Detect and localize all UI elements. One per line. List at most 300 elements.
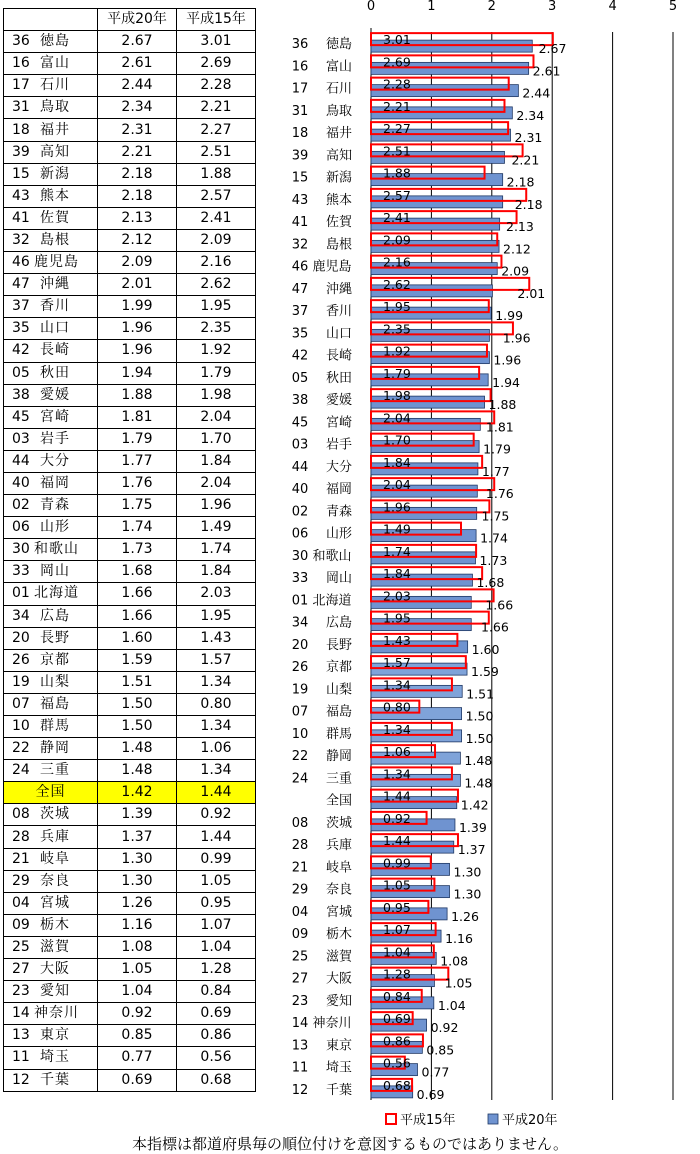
data-label-h20: 1.88 bbox=[488, 397, 517, 413]
region-name: 埼玉 bbox=[40, 1049, 70, 1066]
region-code: 25 bbox=[12, 938, 30, 955]
data-label-h20: 1.30 bbox=[453, 886, 482, 902]
category-code: 42 bbox=[291, 348, 309, 364]
value-h15: 1.95 bbox=[177, 296, 256, 318]
category-name: 鹿児島 bbox=[312, 259, 352, 275]
category-code: 12 bbox=[291, 1082, 309, 1098]
data-label-h20: 1.66 bbox=[485, 597, 514, 613]
data-label-h20: 1.94 bbox=[492, 374, 521, 390]
value-h15: 1.34 bbox=[177, 671, 256, 693]
data-label-h15: 1.70 bbox=[383, 432, 411, 448]
category-name: 三重 bbox=[325, 771, 353, 787]
category-code: 39 bbox=[291, 148, 309, 164]
value-h20: 2.61 bbox=[98, 53, 177, 75]
region-name: 福島 bbox=[40, 695, 70, 712]
value-h20: 1.99 bbox=[98, 296, 177, 318]
region-code: 40 bbox=[12, 475, 30, 492]
region-code: 20 bbox=[12, 629, 30, 646]
region-name: 静岡 bbox=[40, 740, 70, 757]
data-label-h15: 3.01 bbox=[383, 32, 411, 48]
region-name: 山口 bbox=[40, 320, 70, 337]
region-name: 東京 bbox=[40, 1027, 70, 1044]
value-h20: 2.18 bbox=[98, 185, 177, 207]
value-h15: 1.44 bbox=[177, 782, 256, 804]
data-label-h15: 1.84 bbox=[383, 566, 411, 582]
data-label-h15: 2.28 bbox=[383, 76, 411, 92]
region-name: 栃木 bbox=[40, 916, 70, 933]
category-code: 10 bbox=[291, 726, 309, 742]
value-h15: 0.56 bbox=[177, 1047, 256, 1069]
category-name: 徳島 bbox=[325, 37, 353, 53]
data-label-h20: 1.74 bbox=[480, 530, 508, 546]
category-name: 富山 bbox=[325, 59, 353, 75]
category-name: 北海道 bbox=[312, 593, 352, 609]
category-name: 愛知 bbox=[325, 993, 353, 1009]
category-code: 31 bbox=[291, 103, 309, 119]
data-label-h20: 2.67 bbox=[538, 41, 567, 57]
region-code: 07 bbox=[12, 695, 30, 712]
data-label-h15: 2.69 bbox=[383, 54, 411, 70]
data-label-h15: 2.09 bbox=[383, 232, 411, 248]
data-label-h20: 1.50 bbox=[465, 730, 494, 746]
category-name: 沖縄 bbox=[325, 281, 353, 297]
region-code: 42 bbox=[12, 342, 30, 359]
value-h20: 1.74 bbox=[98, 517, 177, 539]
category-name: 広島 bbox=[325, 615, 353, 631]
category-code: 07 bbox=[291, 704, 309, 720]
data-label-h15: 1.44 bbox=[383, 833, 411, 849]
region-name: 沖縄 bbox=[40, 276, 70, 293]
legend-swatch-h20 bbox=[488, 1114, 498, 1124]
value-h15: 2.35 bbox=[177, 318, 256, 340]
category-code: 01 bbox=[291, 593, 309, 609]
data-label-h15: 1.34 bbox=[383, 721, 411, 737]
value-h20: 1.96 bbox=[98, 318, 177, 340]
region-name: 高知 bbox=[40, 143, 70, 160]
data-label-h15: 0.69 bbox=[383, 1011, 411, 1027]
data-label-h20: 2.44 bbox=[522, 85, 551, 101]
category-code: 46 bbox=[291, 259, 309, 275]
category-code: 40 bbox=[291, 482, 309, 498]
data-label-h15: 1.44 bbox=[383, 788, 411, 804]
category-code: 16 bbox=[291, 59, 309, 75]
value-h15: 1.05 bbox=[177, 870, 256, 892]
category-name: 大阪 bbox=[325, 971, 353, 987]
data-label-h20: 1.79 bbox=[483, 441, 511, 457]
value-h15: 1.49 bbox=[177, 517, 256, 539]
value-h15: 2.16 bbox=[177, 252, 256, 274]
data-label-h20: 0.77 bbox=[421, 1064, 450, 1080]
region-name: 滋賀 bbox=[40, 938, 70, 955]
value-h15: 1.04 bbox=[177, 936, 256, 958]
value-h20: 1.16 bbox=[98, 914, 177, 936]
data-label-h20: 0.85 bbox=[426, 1042, 455, 1058]
category-code: 43 bbox=[291, 192, 309, 208]
region-code: 23 bbox=[12, 983, 30, 1000]
value-h15: 1.44 bbox=[177, 826, 256, 848]
value-h15: 0.68 bbox=[177, 1069, 256, 1091]
category-code: 41 bbox=[291, 215, 309, 231]
category-name: 香川 bbox=[325, 304, 353, 320]
data-label-h15: 1.98 bbox=[383, 388, 411, 404]
category-name: 滋賀 bbox=[325, 949, 353, 965]
legend-label-h15: 平成15年 bbox=[400, 1113, 456, 1128]
region-code: 03 bbox=[12, 430, 30, 447]
category-name: 福岡 bbox=[325, 482, 353, 498]
data-label-h15: 1.96 bbox=[383, 499, 411, 515]
region-code: 30 bbox=[12, 541, 30, 558]
category-name: 佐賀 bbox=[325, 215, 353, 231]
region-code: 26 bbox=[12, 651, 30, 668]
category-code: 04 bbox=[291, 904, 309, 920]
x-tick-label: 4 bbox=[608, 0, 617, 14]
value-h15: 2.04 bbox=[177, 406, 256, 428]
category-name: 東京 bbox=[325, 1038, 353, 1054]
x-tick-label: 1 bbox=[427, 0, 436, 14]
category-code: 44 bbox=[291, 459, 309, 475]
category-name: 大分 bbox=[325, 459, 353, 475]
data-label-h15: 0.56 bbox=[383, 1055, 411, 1071]
data-label-h15: 2.51 bbox=[383, 143, 411, 159]
data-label-h20: 1.42 bbox=[460, 797, 489, 813]
data-label-h20: 1.48 bbox=[464, 753, 493, 769]
value-h20: 2.31 bbox=[98, 119, 177, 141]
value-h20: 1.68 bbox=[98, 561, 177, 583]
region-code: 39 bbox=[12, 143, 30, 160]
value-h20: 1.79 bbox=[98, 428, 177, 450]
data-label-h20: 1.50 bbox=[465, 708, 494, 724]
region-code: 27 bbox=[12, 961, 30, 978]
value-h20: 1.30 bbox=[98, 848, 177, 870]
data-label-h20: 2.61 bbox=[532, 63, 561, 79]
data-label-h20: 0.92 bbox=[430, 1020, 459, 1036]
value-h15: 3.01 bbox=[177, 31, 256, 53]
category-name: 山口 bbox=[325, 326, 353, 342]
region-code: 24 bbox=[12, 762, 30, 779]
region-code: 34 bbox=[12, 607, 30, 624]
category-code: 25 bbox=[291, 949, 309, 965]
category-code: 30 bbox=[291, 548, 309, 564]
data-label-h20: 1.75 bbox=[481, 508, 510, 524]
data-label-h20: 1.39 bbox=[458, 819, 487, 835]
value-h20: 1.76 bbox=[98, 472, 177, 494]
category-code: 08 bbox=[291, 815, 309, 831]
region-code: 47 bbox=[12, 276, 30, 293]
region-code: 41 bbox=[12, 209, 30, 226]
data-label-h20: 2.34 bbox=[516, 107, 545, 123]
category-name: 京都 bbox=[325, 660, 353, 676]
category-code: 47 bbox=[291, 281, 309, 297]
category-code: 24 bbox=[291, 771, 309, 787]
data-label-h20: 2.21 bbox=[511, 152, 540, 168]
data-label-h15: 1.49 bbox=[383, 521, 411, 537]
category-name: 岩手 bbox=[325, 437, 353, 453]
region-code: 37 bbox=[12, 298, 30, 315]
data-label-h15: 1.06 bbox=[383, 744, 411, 760]
header-h15: 平成15年 bbox=[177, 9, 256, 31]
data-label-h20: 1.77 bbox=[481, 463, 510, 479]
data-label-h15: 1.79 bbox=[383, 365, 411, 381]
value-h15: 0.80 bbox=[177, 693, 256, 715]
data-label-h20: 1.81 bbox=[485, 419, 514, 435]
data-label-h15: 2.03 bbox=[383, 588, 411, 604]
category-code: 09 bbox=[291, 927, 309, 943]
category-code: 35 bbox=[291, 326, 309, 342]
category-code: 02 bbox=[291, 504, 309, 520]
value-h15: 2.04 bbox=[177, 472, 256, 494]
category-name: 静岡 bbox=[325, 749, 353, 765]
value-h15: 2.62 bbox=[177, 274, 256, 296]
region-name: 大分 bbox=[40, 452, 70, 469]
data-label-h20: 1.73 bbox=[479, 552, 508, 568]
data-label-h15: 2.04 bbox=[383, 477, 411, 493]
data-label-h15: 0.84 bbox=[383, 988, 411, 1004]
category-name: 岡山 bbox=[325, 571, 353, 587]
category-code: 26 bbox=[291, 660, 309, 676]
category-name: 群馬 bbox=[325, 726, 353, 742]
data-label-h15: 1.57 bbox=[383, 655, 411, 671]
category-name: 茨城 bbox=[325, 815, 353, 831]
category-code: 06 bbox=[291, 526, 309, 542]
data-label-h20: 1.48 bbox=[464, 775, 493, 791]
category-name: 宮城 bbox=[325, 904, 353, 920]
category-code: 11 bbox=[291, 1060, 309, 1076]
region-name: 徳島 bbox=[40, 33, 70, 50]
region-code: 10 bbox=[12, 718, 30, 735]
category-name: 山形 bbox=[325, 526, 353, 542]
data-label-h15: 2.35 bbox=[383, 321, 411, 337]
region-name: 岡山 bbox=[40, 563, 70, 580]
category-code: 45 bbox=[291, 415, 309, 431]
data-label-h20: 2.09 bbox=[501, 263, 530, 279]
region-code: 11 bbox=[12, 1049, 30, 1066]
value-h15: 1.95 bbox=[177, 605, 256, 627]
region-code: 21 bbox=[12, 850, 30, 867]
region-name: 島根 bbox=[40, 231, 70, 248]
data-label-h20: 1.30 bbox=[453, 864, 482, 880]
value-h15: 0.99 bbox=[177, 848, 256, 870]
value-h20: 2.13 bbox=[98, 207, 177, 229]
data-label-h20: 2.12 bbox=[503, 241, 531, 257]
data-label-h15: 1.88 bbox=[383, 165, 411, 181]
value-h20: 0.77 bbox=[98, 1047, 177, 1069]
value-h20: 1.05 bbox=[98, 959, 177, 981]
value-h15: 0.69 bbox=[177, 1003, 256, 1025]
category-code: 23 bbox=[291, 993, 309, 1009]
data-label-h20: 1.99 bbox=[495, 308, 524, 324]
category-name: 岐阜 bbox=[325, 860, 353, 876]
value-h20: 2.18 bbox=[98, 163, 177, 185]
category-code: 03 bbox=[291, 437, 309, 453]
region-name: 新潟 bbox=[40, 165, 70, 182]
category-code: 14 bbox=[291, 1016, 309, 1032]
category-code: 37 bbox=[291, 304, 309, 320]
data-label-h20: 1.08 bbox=[440, 953, 469, 969]
data-label-h15: 0.95 bbox=[383, 899, 411, 915]
data-label-h15: 2.27 bbox=[383, 121, 411, 137]
value-h20: 1.48 bbox=[98, 760, 177, 782]
data-label-h15: 2.62 bbox=[383, 276, 411, 292]
region-name: 千葉 bbox=[40, 1071, 70, 1088]
category-name: 石川 bbox=[325, 81, 353, 97]
category-code: 38 bbox=[291, 393, 309, 409]
category-name: 島根 bbox=[325, 237, 353, 253]
data-label-h15: 1.95 bbox=[383, 299, 411, 315]
value-h20: 1.81 bbox=[98, 406, 177, 428]
data-label-h15: 2.04 bbox=[383, 410, 411, 426]
category-code: 27 bbox=[291, 971, 309, 987]
data-label-h15: 0.99 bbox=[383, 855, 411, 871]
region-code: 14 bbox=[12, 1005, 30, 1022]
value-h15: 1.43 bbox=[177, 627, 256, 649]
region-code: 22 bbox=[12, 740, 30, 757]
data-label-h20: 2.18 bbox=[506, 174, 535, 190]
region-name: 三重 bbox=[40, 762, 70, 779]
data-label-h15: 1.34 bbox=[383, 677, 411, 693]
category-code: 34 bbox=[291, 615, 309, 631]
value-h15: 0.86 bbox=[177, 1025, 256, 1047]
region-name: 全国 bbox=[35, 784, 66, 801]
x-tick-label: 2 bbox=[487, 0, 496, 14]
region-code: 13 bbox=[12, 1027, 30, 1044]
value-h20: 2.34 bbox=[98, 97, 177, 119]
value-h20: 1.66 bbox=[98, 583, 177, 605]
value-h20: 1.42 bbox=[98, 782, 177, 804]
region-name: 山形 bbox=[40, 519, 70, 536]
value-h15: 2.09 bbox=[177, 229, 256, 251]
region-code: 15 bbox=[12, 165, 30, 182]
category-code: 15 bbox=[291, 170, 309, 186]
legend-label-h20: 平成20年 bbox=[502, 1113, 558, 1128]
value-h15: 0.92 bbox=[177, 804, 256, 826]
region-code: 05 bbox=[12, 364, 30, 381]
region-name: 青森 bbox=[40, 497, 70, 514]
region-code: 08 bbox=[12, 806, 30, 823]
value-h20: 1.26 bbox=[98, 892, 177, 914]
category-name: 愛媛 bbox=[325, 393, 353, 409]
data-label-h20: 2.01 bbox=[517, 285, 546, 301]
data-label-h20: 1.66 bbox=[481, 619, 509, 635]
category-code: 33 bbox=[291, 571, 309, 587]
value-h20: 0.85 bbox=[98, 1025, 177, 1047]
value-h15: 1.96 bbox=[177, 495, 256, 517]
region-name: 北海道 bbox=[34, 585, 79, 602]
data-label-h20: 2.31 bbox=[514, 130, 543, 146]
region-name: 神奈川 bbox=[34, 1005, 79, 1022]
data-label-h15: 0.80 bbox=[383, 699, 411, 715]
value-h20: 1.88 bbox=[98, 384, 177, 406]
region-code: 31 bbox=[12, 99, 30, 116]
data-label-h15: 2.21 bbox=[383, 98, 411, 114]
region-code: 28 bbox=[12, 828, 30, 845]
region-code: 36 bbox=[12, 33, 30, 50]
category-name: 奈良 bbox=[325, 882, 353, 898]
category-name: 兵庫 bbox=[325, 838, 353, 854]
region-code: 06 bbox=[12, 519, 30, 536]
value-h20: 1.51 bbox=[98, 671, 177, 693]
data-label-h15: 1.04 bbox=[383, 944, 411, 960]
value-h15: 2.03 bbox=[177, 583, 256, 605]
value-h20: 1.66 bbox=[98, 605, 177, 627]
data-label-h15: 1.07 bbox=[383, 922, 411, 938]
category-name: 高知 bbox=[325, 148, 353, 164]
region-code: 18 bbox=[12, 121, 30, 138]
region-name: 秋田 bbox=[40, 364, 70, 381]
category-name: 長野 bbox=[325, 637, 353, 653]
region-name: 鳥取 bbox=[40, 99, 70, 116]
category-code: 36 bbox=[291, 37, 309, 53]
value-h15: 1.34 bbox=[177, 760, 256, 782]
value-h20: 1.60 bbox=[98, 627, 177, 649]
region-name: 茨城 bbox=[40, 806, 70, 823]
value-h15: 1.70 bbox=[177, 428, 256, 450]
value-h15: 2.69 bbox=[177, 53, 256, 75]
value-h15: 1.07 bbox=[177, 914, 256, 936]
category-code: 29 bbox=[291, 882, 309, 898]
category-code: 22 bbox=[291, 749, 309, 765]
value-h20: 2.01 bbox=[98, 274, 177, 296]
value-h20: 1.59 bbox=[98, 649, 177, 671]
region-name: 福井 bbox=[40, 121, 70, 138]
category-code: 20 bbox=[291, 637, 309, 653]
data-label-h15: 1.84 bbox=[383, 454, 411, 470]
category-name: 福島 bbox=[325, 704, 353, 720]
value-h15: 0.84 bbox=[177, 981, 256, 1003]
category-code: 21 bbox=[291, 860, 309, 876]
data-label-h15: 2.57 bbox=[383, 187, 411, 203]
value-h20: 1.77 bbox=[98, 450, 177, 472]
region-name: 長野 bbox=[40, 629, 70, 646]
category-name: 福井 bbox=[325, 126, 353, 142]
region-name: 福岡 bbox=[40, 475, 70, 492]
category-name: 山梨 bbox=[325, 682, 353, 698]
value-h20: 1.96 bbox=[98, 340, 177, 362]
value-h15: 1.79 bbox=[177, 362, 256, 384]
value-h15: 1.06 bbox=[177, 738, 256, 760]
region-code: 01 bbox=[12, 585, 30, 602]
category-name: 宮崎 bbox=[325, 415, 353, 431]
value-h15: 1.84 bbox=[177, 450, 256, 472]
value-h15: 1.57 bbox=[177, 649, 256, 671]
x-tick-label: 0 bbox=[366, 0, 376, 14]
data-label-h15: 0.68 bbox=[383, 1077, 411, 1093]
category-code: 18 bbox=[291, 126, 309, 142]
region-name: 兵庫 bbox=[40, 828, 70, 845]
category-name: 神奈川 bbox=[312, 1016, 352, 1032]
region-name: 群馬 bbox=[40, 718, 70, 735]
value-h20: 1.94 bbox=[98, 362, 177, 384]
value-h20: 1.37 bbox=[98, 826, 177, 848]
category-code: 13 bbox=[291, 1038, 309, 1054]
region-name: 岩手 bbox=[40, 430, 70, 447]
value-h15: 2.21 bbox=[177, 97, 256, 119]
header-h20: 平成20年 bbox=[98, 9, 177, 31]
x-tick-label: 3 bbox=[548, 0, 557, 14]
data-label-h15: 1.74 bbox=[383, 543, 411, 559]
value-h15: 2.51 bbox=[177, 141, 256, 163]
data-label-h20: 1.96 bbox=[493, 352, 522, 368]
data-label-h20: 0.69 bbox=[416, 1086, 445, 1102]
region-code: 02 bbox=[12, 497, 30, 514]
category-name: 千葉 bbox=[325, 1082, 353, 1098]
data-label-h20: 1.96 bbox=[502, 330, 531, 346]
legend-swatch-h15 bbox=[386, 1114, 396, 1124]
region-name: 宮城 bbox=[40, 894, 70, 911]
region-code: 35 bbox=[12, 320, 30, 337]
region-name: 山梨 bbox=[40, 673, 70, 690]
region-code: 04 bbox=[12, 894, 30, 911]
value-h20: 2.09 bbox=[98, 252, 177, 274]
